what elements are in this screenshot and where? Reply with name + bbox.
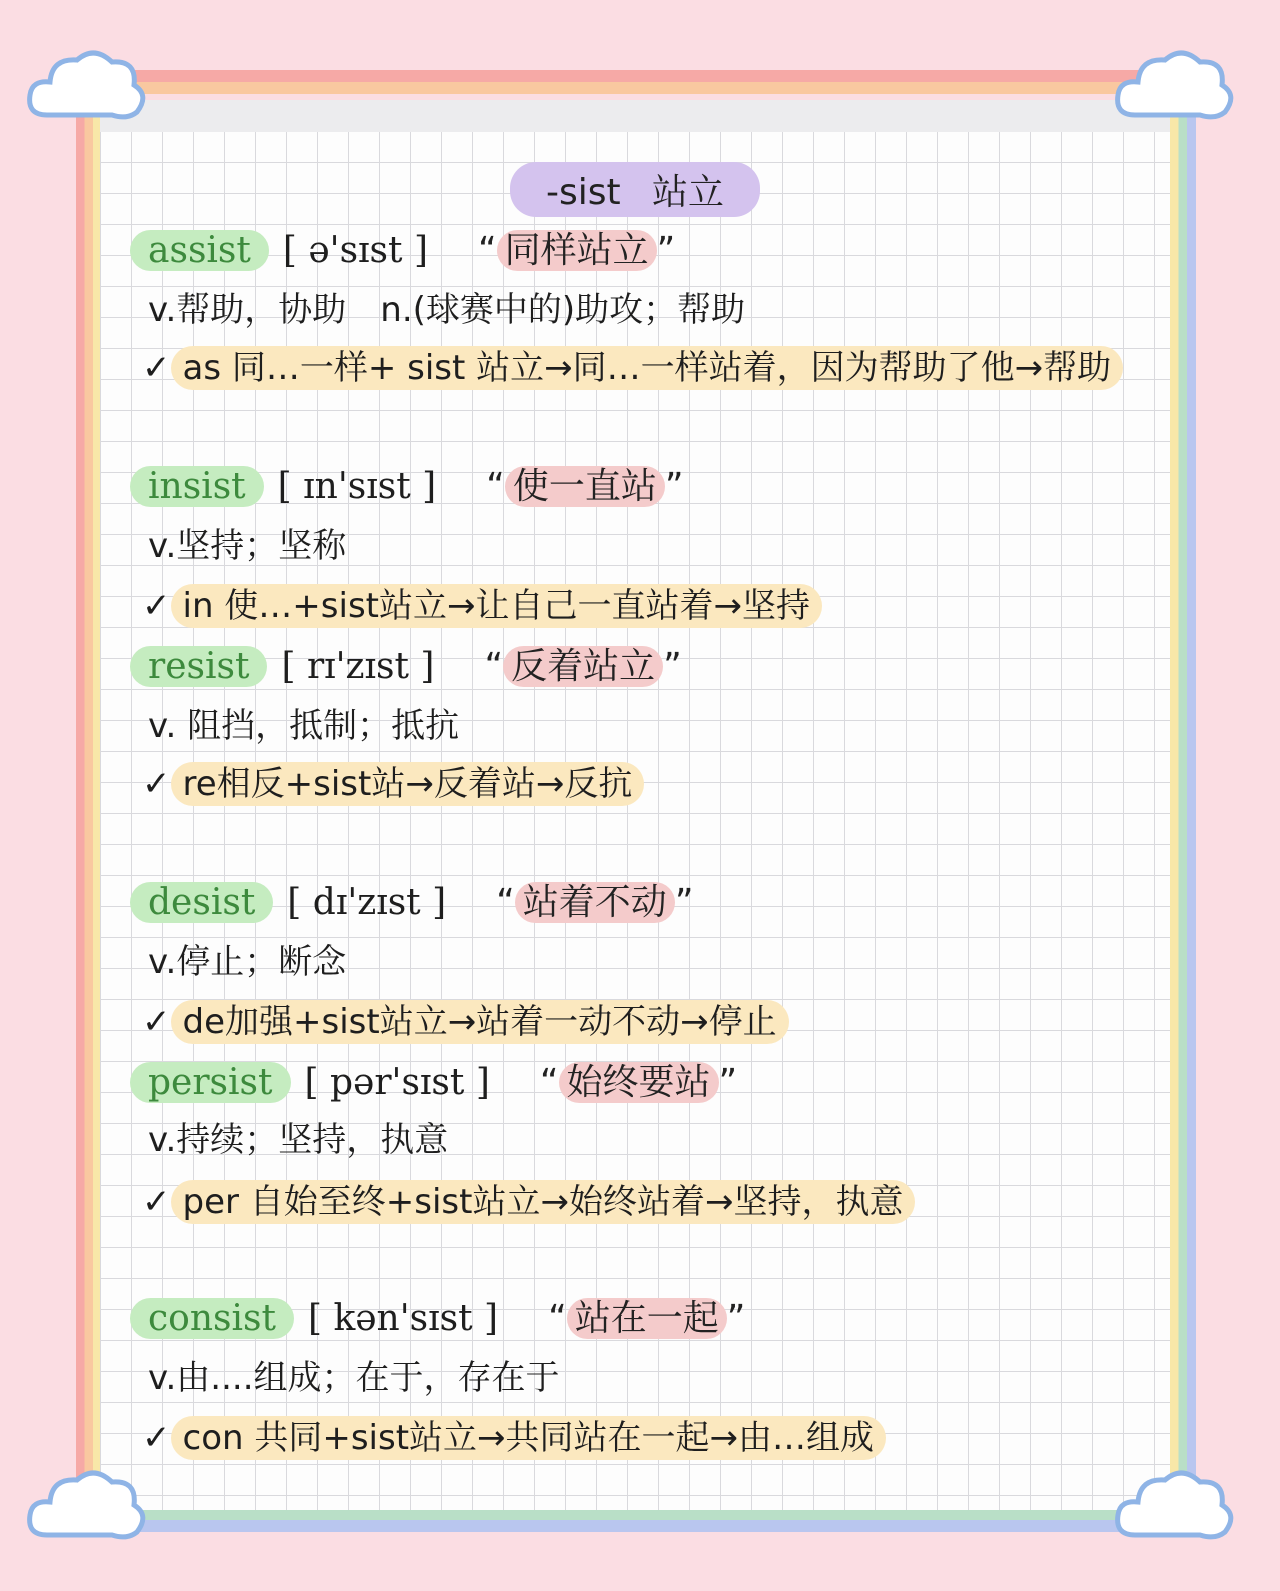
entry-definition: v.停止；断念 — [148, 942, 347, 982]
entry-definition: v.帮助，协助 n.(球赛中的)助攻；帮助 — [148, 290, 746, 330]
entry-note: ✓ con 共同+sist站立→共同站在一起→由…组成 — [142, 1408, 1127, 1468]
check-icon: ✓ — [142, 1418, 171, 1458]
entry-note: ✓ re相反+sist站→反着站→反抗 — [142, 754, 1127, 814]
entry-gloss: “ 始终要站 ” — [539, 1062, 738, 1103]
entry-gloss: “ 站着不动 ” — [496, 882, 694, 923]
entry-ipa: [ ə'sɪst ] — [282, 230, 428, 271]
cloud-icon — [1110, 40, 1240, 130]
cloud-icon — [22, 1460, 152, 1550]
title-row — [130, 162, 1140, 217]
page-title — [510, 162, 760, 217]
entry-gloss: “ 同样站立 ” — [477, 230, 676, 271]
cloud-icon — [22, 40, 152, 130]
entry-definition: v.由....组成；在于，存在于 — [148, 1358, 560, 1398]
entry-note: ✓ de加强+sist站立→站着一动不动→停止 — [142, 992, 1127, 1052]
check-icon: ✓ — [142, 1002, 171, 1042]
check-icon: ✓ — [142, 348, 171, 388]
check-icon: ✓ — [142, 586, 171, 626]
title-suffix: -sist — [545, 172, 621, 213]
frame-right-stripe — [1170, 80, 1196, 1520]
entry-definition: v.持续；坚持，执意 — [148, 1120, 449, 1160]
cloud-icon — [1110, 1460, 1240, 1550]
entry-ipa: [ pər'sɪst ] — [304, 1062, 490, 1103]
frame-top-stripe — [76, 70, 1196, 94]
frame-left-stripe — [76, 80, 102, 1520]
entry-note: ✓ as 同…一样+ sist 站立→同…一样站着，因为帮助了他→帮助 — [142, 338, 1127, 398]
paper-top-band — [100, 100, 1170, 132]
entry-word: consist — [130, 1298, 294, 1339]
entry-word: assist — [130, 230, 269, 271]
entry-word-row — [130, 1054, 737, 1105]
entry-definition: v.坚持；坚称 — [148, 526, 347, 566]
entry-definition: v. 阻挡，抵制；抵抗 — [148, 706, 460, 746]
entry-word-row — [130, 222, 675, 273]
entry-ipa: [ rɪ'zɪst ] — [281, 646, 435, 687]
entry-word-row — [130, 638, 682, 689]
entry-ipa: [ ɪn'sɪst ] — [277, 466, 437, 507]
entry-word-row — [130, 1290, 745, 1341]
entry-word: persist — [130, 1062, 291, 1103]
entry-gloss: “ 反着站立 ” — [484, 646, 682, 687]
check-icon: ✓ — [142, 764, 171, 804]
entry-word-row — [130, 458, 683, 509]
entry-word-row — [130, 874, 693, 925]
entry-note: ✓ in 使…+sist站立→让自己一直站着→坚持 — [142, 576, 1127, 636]
entry-note: ✓ per 自始至终+sist站立→始终站着→坚持，执意 — [142, 1172, 1127, 1232]
entry-gloss: “ 站在一起 ” — [548, 1298, 746, 1339]
entry-ipa: [ dɪ'zɪst ] — [287, 882, 447, 923]
frame-bottom-stripe — [76, 1508, 1196, 1532]
entry-ipa: [ kən'sɪst ] — [307, 1298, 499, 1339]
entry-word: desist — [130, 882, 273, 923]
entry-gloss: “ 使一直站 ” — [486, 466, 684, 507]
title-meaning: 站立 — [652, 172, 725, 213]
entry-word: insist — [130, 466, 264, 507]
check-icon: ✓ — [142, 1182, 171, 1222]
entry-word: resist — [130, 646, 267, 687]
